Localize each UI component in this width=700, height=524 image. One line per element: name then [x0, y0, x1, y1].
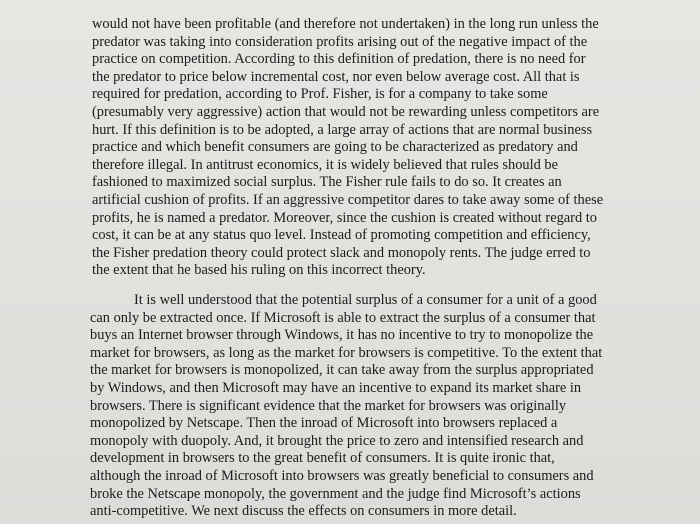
text-line: therefore illegal. In antitrust economics, it is widely believed that rules should be: [92, 156, 558, 173]
text-line: the Fisher predation theory could protect slack and monopoly rents. The judge erred to: [92, 244, 591, 261]
text-line: monopoly with duopoly. And, it brought the price to zero and intensified research and: [90, 432, 584, 449]
text-line: development in browsers to the great benefit of consumers. It is quite ironic that,: [90, 450, 555, 467]
paragraph-consumer-surplus: [90, 292, 602, 521]
text-line: although the inroad of Microsoft into browsers was greatly beneficial to consumers and: [90, 467, 594, 484]
text-line: broke the Netscape monopoly, the government and the judge find Microsoft’s actions: [90, 485, 581, 502]
text-line: hurt. If this definition is to be adopted, a large array of actions that are normal business: [92, 121, 593, 138]
text-line: fashioned to maximized social surplus. The Fisher rule fails to do so. It creates an: [92, 174, 562, 191]
text-line: required for predation, according to Prof. Fisher, is for a company to take some: [92, 86, 548, 103]
text-line: practice on competition. According to this definition of predation, there is no need for: [92, 51, 586, 68]
text-line: market for browsers, as long as the market for browsers is competitive. To the extent that: [90, 344, 603, 361]
text-line: anti-competitive. We next discuss the effects on consumers in more detail.: [90, 503, 517, 520]
text-line: by Windows, and then Microsoft may have an incentive to expand its market share in: [90, 379, 582, 396]
text-line: (presumably very aggressive) action that would not be rewarding unless competitors are: [92, 103, 600, 120]
text-line: practice and which benefit consumers are going to be characterized as predatory and: [92, 139, 578, 156]
text-line: predator was taking into consideration profits arising out of the negative impact of the: [92, 33, 588, 50]
text-line: the market for browsers is monopolized, it can take away from the surplus appropriated: [90, 362, 594, 379]
text-line: browsers. There is significant evidence that the market for browsers was originally: [90, 397, 567, 414]
text-line: profits, he is named a predator. Moreover, since the cushion is created without regard to: [92, 209, 597, 226]
text-line: would not have been profitable (and therefore not undertaken) in the long run unless the: [92, 16, 599, 32]
text-line: the predator to price below incremental cost, nor even below average cost. All that is: [92, 68, 580, 85]
text-line: can only be extracted once. If Microsoft is able to extract the surplus of a consumer that: [90, 309, 596, 326]
text-line: monopolized by Netscape. Then the inroad of Microsoft into browsers replaced a: [90, 415, 558, 432]
text-line: buys an Internet browser through Windows, it has no incentive to try to monopolize the: [90, 327, 594, 344]
text-line: cost, it can be at any status quo level. Instead of promoting competition and efficiency,: [92, 227, 591, 244]
paragraph-predation-theory: [92, 16, 603, 280]
text-line: artificial cushion of profits. If an aggressive competitor dares to take away some of these: [92, 191, 604, 208]
text-line: It is well understood that the potential surplus of a consumer for a unit of a good: [134, 292, 597, 308]
text-line: the extent that he based his ruling on this incorrect theory.: [92, 262, 426, 279]
